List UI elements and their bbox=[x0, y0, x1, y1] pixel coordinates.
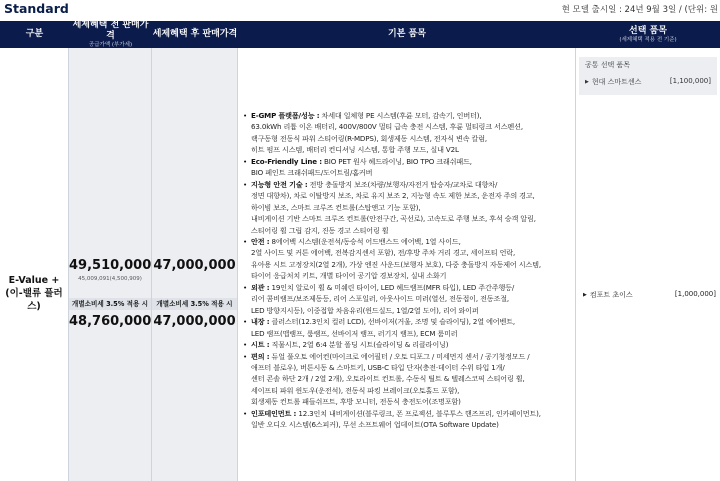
feature-text: 정면 대향차), 차로 이탈방지 보조, 차로 유지 보조 2, 지능형 속도 제한 보조, 운전자 주의 경고, bbox=[251, 191, 535, 201]
release-notice: 현 모델 출시일 : 24년 9월 3일 / (단위: 원 bbox=[561, 5, 718, 15]
feature-text: 12.3인치 내비게이션(블루링크, 폰 프로젝션, 블루투스 핸즈프리, 인카페이먼트), bbox=[296, 408, 541, 418]
feature-line bbox=[242, 328, 572, 339]
basic-items-cell bbox=[238, 48, 576, 481]
common-option-price: [1,100,000] bbox=[669, 77, 711, 85]
feature-text: 랙구동형 전동식 파워 스티어링(R-MDPS), 회생제동 시스템, 전자식 변속 칼럼, bbox=[251, 133, 488, 143]
feature-line bbox=[242, 121, 572, 132]
feature-line bbox=[242, 385, 572, 396]
feature-text: 센터 콘솔 하단 2개 / 2열 2개), 오토라이트 컨트롤, 수동식 틸트 & 텔레스코픽 스티어링 휠, bbox=[251, 374, 525, 384]
feature-line bbox=[242, 236, 572, 247]
feature-line bbox=[242, 316, 572, 327]
feature-line bbox=[242, 351, 572, 362]
feature-heading: 인포테인먼트 : bbox=[251, 408, 297, 418]
after-tax-tag: 개별소비세 3.5% 적용 시 bbox=[152, 298, 237, 310]
feature-line bbox=[242, 133, 572, 144]
feature-text: 2열 사이드 및 커튼 에어백, 전복감지센서 포함), 전/후방 주차 거리 경고, 세이프티 언락, bbox=[251, 248, 516, 258]
feature-text: 리어 콤비램프/보조제동등, 리어 스포일러, 아웃사이드 미러(열선, 전동접이, 전동조절, bbox=[251, 294, 510, 304]
feature-line bbox=[242, 305, 572, 316]
table-header bbox=[0, 21, 720, 48]
page-title: Standard bbox=[4, 1, 69, 16]
option-item bbox=[583, 290, 633, 300]
feature-line bbox=[242, 373, 572, 384]
feature-line bbox=[242, 213, 572, 224]
before-tax-tag: 개별소비세 3.5% 적용 시 bbox=[69, 298, 151, 310]
feature-text: BIO 페인트 크래쉬패드/도어트림/홈커버 bbox=[251, 168, 373, 178]
triangle-bullet-icon: ▶ bbox=[585, 79, 589, 85]
feature-text: BIO PET 원사 헤드라이닝, BIO TPO 크래쉬패드, bbox=[321, 156, 472, 166]
basic-feature-list bbox=[242, 110, 572, 431]
feature-heading: 안전 : bbox=[251, 236, 270, 246]
feature-line bbox=[242, 190, 572, 201]
after-price: 47,000,000 bbox=[153, 258, 236, 273]
header-gubun bbox=[0, 21, 69, 48]
feature-line bbox=[242, 408, 572, 419]
feature-text: 19인치 알로이 휠 & 미쉐린 타이어, LED 헤드램프(MFR 타입), LED 주간주행등/ bbox=[269, 282, 515, 292]
feature-text: 유아용 시트 고정장치(2열 2개), 가상 엔진 사운드(보행자 보호), 다중 충돌방지 자동제어 시스템, bbox=[251, 259, 541, 269]
feature-text: 타이어 응급처치 키트, 개별 타이어 공기압 경보장치, 실내 소화기 bbox=[251, 271, 447, 281]
after-price-tax: 47,000,000 bbox=[153, 314, 236, 329]
feature-heading: E-GMP 플랫폼/성능 : bbox=[251, 111, 320, 120]
feature-text: 내비게이션 기반 스마트 크루즈 컨트롤(안전구간, 곡선로), 고속도로 주행 보조, 후석 승객 알림, bbox=[251, 214, 536, 224]
feature-line bbox=[242, 247, 572, 258]
feature-text: 직물시트, 2열 6:4 분할 폴딩 시트(슬라이딩 & 리클라이닝) bbox=[269, 340, 449, 350]
common-option-label: 현대 스마트센스 bbox=[591, 78, 642, 86]
feature-text: 전방 충돌방지 보조(차량/보행자/자전거 탑승자/교차로 대향차/ bbox=[307, 179, 498, 189]
feature-text: LED 방향지시등), 이중접합 차음유리(윈드실드, 1열/2열 도어), 리어 와이퍼 bbox=[251, 305, 479, 315]
feature-line bbox=[242, 362, 572, 373]
after-price-cell bbox=[152, 48, 238, 481]
feature-text: 스티어링 휠 그립 감지, 진동 경고 스티어링 휠 bbox=[251, 225, 389, 235]
feature-heading: 지능형 안전 기술 : bbox=[251, 179, 308, 189]
feature-line bbox=[242, 419, 572, 430]
feature-line bbox=[242, 396, 572, 407]
feature-line bbox=[242, 167, 572, 178]
header-before-price bbox=[69, 21, 152, 48]
feature-heading: 편의 : bbox=[251, 351, 270, 361]
feature-heading: Eco-Friendly Line : bbox=[251, 156, 322, 166]
feature-line bbox=[242, 202, 572, 213]
feature-text: 클러스터(12.3인치 컬러 LCD), 선바이저(거울, 조명 및 슬라이딩), 2열 에어벤트, bbox=[269, 317, 515, 327]
feature-text: 63.0kWh 리튬 이온 배터리, 400V/800V 멀티 급속 충전 시스템, 후륜 멀티링크 서스펜션, bbox=[251, 122, 523, 132]
trim-name-line2: (이-밸류 플러스) bbox=[5, 288, 63, 312]
common-options-box bbox=[579, 57, 717, 95]
header-option-label: 선택 품목 bbox=[629, 25, 667, 36]
common-options-title: 공통 선택 품목 bbox=[585, 61, 631, 69]
feature-line bbox=[242, 282, 572, 293]
feature-line bbox=[242, 110, 572, 121]
header-before-label: 세제혜택 전 판매가격 bbox=[72, 20, 149, 41]
trim-cell bbox=[0, 48, 69, 481]
before-supply: 45,009,091(4,500,909) bbox=[78, 276, 142, 282]
feature-heading: 외관 : bbox=[251, 282, 270, 292]
feature-text: 일반 오디오 시스템(6스피커), 무선 소프트웨어 업데이트(OTA Software Update) bbox=[251, 420, 499, 430]
header-gubun-label: 구분 bbox=[25, 29, 44, 39]
option-cell bbox=[576, 48, 720, 481]
before-price: 49,510,000 bbox=[69, 258, 152, 273]
before-price-cell bbox=[69, 48, 152, 481]
feature-line bbox=[242, 156, 572, 167]
feature-text: 애프터 블로우), 버튼시동 & 스마트키, USB-C 타입 단자(충전·데이터 수위 타입 1개/ bbox=[251, 362, 505, 372]
feature-line bbox=[242, 293, 572, 304]
header-option bbox=[576, 21, 720, 48]
table-body bbox=[0, 48, 720, 481]
header-basic-label: 기본 품목 bbox=[388, 29, 426, 39]
feature-text: 차세대 일체형 PE 시스템(후륜 모터, 감속기, 인버터), bbox=[319, 111, 482, 120]
feature-line bbox=[242, 225, 572, 236]
feature-heading: 시트 : bbox=[251, 340, 270, 350]
feature-text: 8에어백 시스템(운전석/동승석 어드밴스드 에어백, 1열 사이드, bbox=[269, 236, 461, 246]
feature-line bbox=[242, 270, 572, 281]
feature-line bbox=[242, 144, 572, 155]
feature-text: LED 램프(맵램프, 룸램프, 선바이저 램프, 러기지 램프), ECM 룸미러 bbox=[251, 328, 458, 338]
feature-text: 히트 펌프 시스템, 배터리 컨디셔닝 시스템, 통합 주행 모드, 실내 V2L bbox=[251, 145, 459, 155]
header-basic bbox=[238, 21, 576, 48]
header-after-price bbox=[152, 21, 238, 48]
option-price: [1,000,000] bbox=[674, 290, 716, 298]
feature-line bbox=[242, 339, 572, 350]
feature-text: 하이빔 보조, 스마트 크루즈 컨트롤(스탑앤고 기능 포함), bbox=[251, 202, 421, 212]
feature-line bbox=[242, 179, 572, 190]
trim-name bbox=[0, 274, 68, 313]
feature-text: 회생제동 컨트롤 패들쉬프트, 후방 모니터, 전동식 충전도어(조명포함) bbox=[251, 397, 461, 407]
header-after-label: 세제혜택 후 판매가격 bbox=[152, 29, 238, 39]
option-item-label: 컴포트 초이스 bbox=[589, 291, 633, 299]
feature-line bbox=[242, 259, 572, 270]
before-price-tax: 48,760,000 bbox=[69, 314, 152, 329]
feature-text: 듀얼 풀오토 에어컨(마이크로 에어필터 / 오토 디포그 / 미세먼지 센서 / 공기청정모드 / bbox=[269, 351, 530, 361]
trim-name-line1: E-Value + bbox=[8, 275, 60, 286]
header-before-sub: 공급가액 (부가세) bbox=[88, 42, 133, 48]
common-option-item bbox=[585, 77, 641, 87]
triangle-bullet-icon: ▶ bbox=[583, 292, 587, 298]
header-option-sub: (세제혜택 적용 전 기준) bbox=[619, 36, 677, 43]
feature-text: 세이프티 파워 윈도우(운전석), 전동식 파킹 브레이크(오토홀드 포함), bbox=[251, 385, 460, 395]
feature-heading: 내장 : bbox=[251, 317, 270, 327]
